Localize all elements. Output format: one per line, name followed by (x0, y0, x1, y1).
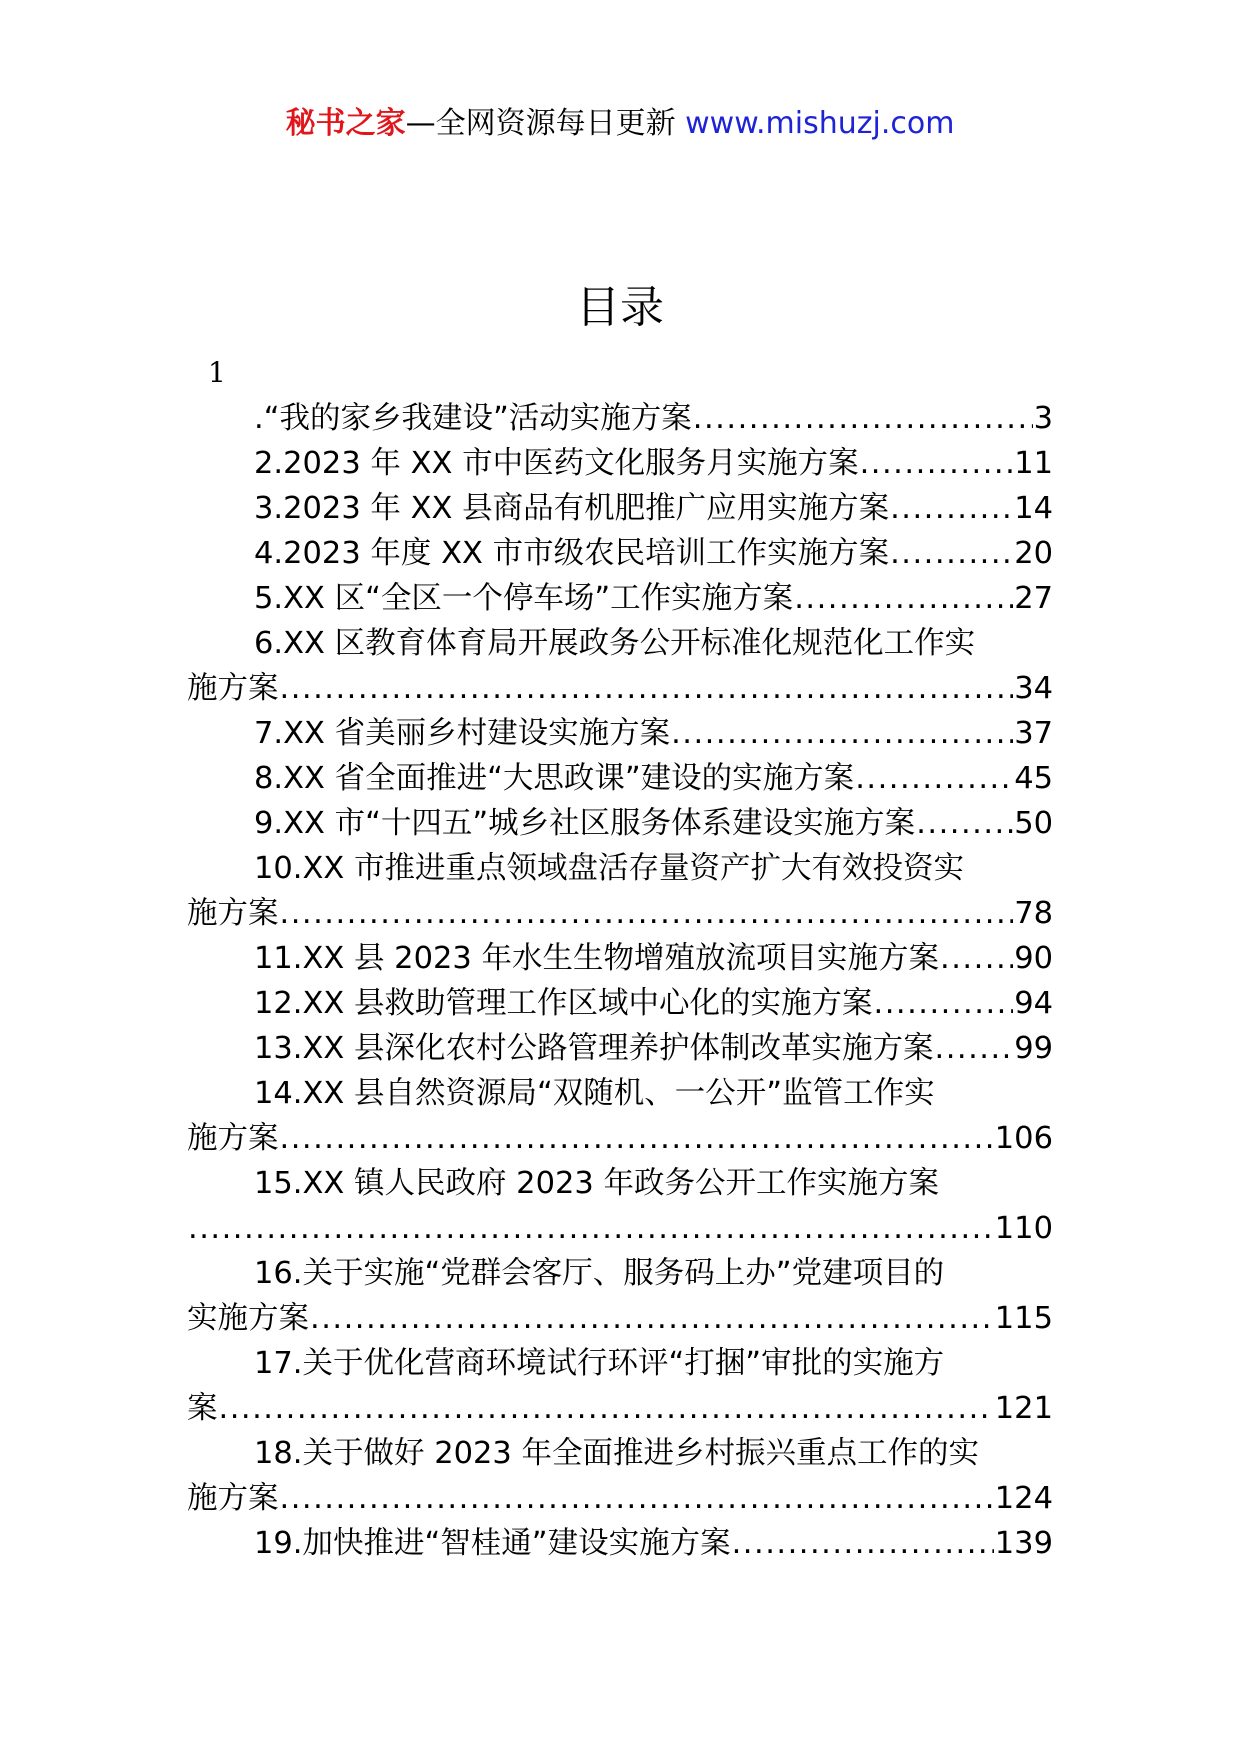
dot-leader (219, 1386, 994, 1431)
dot-leader (732, 1521, 994, 1566)
toc-entry[interactable] (187, 801, 1053, 846)
dot-leader (860, 441, 1014, 486)
toc-entry-title: 11.XX 县 2023 年水生生物增殖放流项目实施方案 (254, 941, 939, 976)
dot-leader (693, 396, 1033, 441)
dot-leader (280, 1476, 994, 1521)
toc-entry[interactable] (187, 396, 1053, 441)
toc-page-number: 110 (994, 1211, 1053, 1246)
toc-entry[interactable] (187, 1431, 1053, 1476)
toc-entry[interactable] (187, 846, 1053, 891)
toc-page-number: 14 (1014, 491, 1053, 526)
toc-page-number: 27 (1014, 581, 1053, 616)
toc-entry-title: 12.XX 县救助管理工作区域中心化的实施方案 (254, 986, 873, 1021)
toc-page-number: 124 (994, 1481, 1053, 1516)
toc-entry-title: 9.XX 市“十四五”城乡社区服务体系建设实施方案 (254, 806, 916, 841)
toc-entry-title-cont: 施方案 (187, 1121, 279, 1156)
dot-leader (890, 486, 1013, 531)
toc-entry-title: 5.XX 区“全区一个停车场”工作实施方案 (254, 581, 794, 616)
toc-entry-title-cont: 施方案 (187, 1481, 279, 1516)
toc-page-number: 3 (1033, 401, 1053, 436)
toc-entry-continuation[interactable] (187, 666, 1053, 711)
toc-page-number: 34 (1014, 671, 1053, 706)
toc-page-number: 45 (1014, 761, 1053, 796)
toc-entry-title: 7.XX 省美丽乡村建设实施方案 (254, 716, 671, 751)
toc-entry-title: 8.XX 省全面推进“大思政课”建设的实施方案 (254, 761, 855, 796)
toc-page-number: 115 (994, 1301, 1053, 1336)
toc-entry-title: 19.加快推进“智桂通”建设实施方案 (254, 1526, 731, 1561)
toc-entry-title: .“我的家乡我建设”活动实施方案 (254, 401, 692, 436)
toc-page-number: 20 (1014, 536, 1053, 571)
toc-page-number: 37 (1014, 716, 1053, 751)
toc-entry[interactable] (187, 1251, 1053, 1296)
site-link[interactable]: www.mishuzj.com (685, 106, 955, 141)
site-header (0, 104, 1240, 144)
toc-entry[interactable] (187, 441, 1053, 486)
toc-entry-continuation[interactable] (187, 1476, 1053, 1521)
dot-leader (794, 576, 1013, 621)
toc-entry[interactable] (187, 531, 1053, 576)
table-of-contents (187, 396, 1053, 1566)
dot-leader (280, 891, 1014, 936)
toc-entry-title: 13.XX 县深化农村公路管理养护体制改革实施方案 (254, 1031, 934, 1066)
header-tagline: —全网资源每日更新 (405, 106, 686, 141)
dot-leader (855, 756, 1013, 801)
dot-leader (916, 801, 1013, 846)
dot-leader (188, 1206, 994, 1251)
toc-entry[interactable] (187, 1521, 1053, 1566)
toc-entry-title: 3.2023 年 XX 县商品有机肥推广应用实施方案 (254, 491, 890, 526)
toc-entry[interactable] (187, 621, 1053, 666)
dot-leader (280, 1116, 994, 1161)
toc-entry[interactable] (187, 981, 1053, 1026)
toc-entry-title-cont: 施方案 (187, 896, 279, 931)
brand-name: 秘书之家 (285, 106, 406, 141)
stray-number: 1 (208, 356, 226, 389)
toc-entry-title: 16.关于实施“党群会客厅、服务码上办”党建项目的 (254, 1256, 945, 1291)
toc-entry-title: 15.XX 镇人民政府 2023 年政务公开工作实施方案 (254, 1166, 939, 1201)
toc-page-number: 11 (1014, 446, 1053, 481)
toc-page-number: 78 (1014, 896, 1053, 931)
toc-page-number: 50 (1014, 806, 1053, 841)
toc-page-number: 90 (1014, 941, 1053, 976)
toc-entry-title: 17.关于优化营商环境试行环评“打捆”审批的实施方 (254, 1346, 945, 1381)
toc-entry[interactable] (187, 1026, 1053, 1071)
toc-entry-title: 4.2023 年度 XX 市市级农民培训工作实施方案 (254, 536, 890, 571)
toc-entry[interactable] (187, 1161, 1053, 1206)
toc-entry-title: 18.关于做好 2023 年全面推进乡村振兴重点工作的实 (254, 1436, 980, 1471)
dot-leader (935, 1026, 1014, 1071)
toc-entry-title: 10.XX 市推进重点领域盘活存量资产扩大有效投资实 (254, 851, 964, 886)
dot-leader (940, 936, 1013, 981)
toc-entry-title: 2.2023 年 XX 市中医药文化服务月实施方案 (254, 446, 859, 481)
toc-page-number: 94 (1014, 986, 1053, 1021)
toc-entry-continuation[interactable] (187, 1116, 1053, 1161)
toc-entry-continuation[interactable] (187, 1386, 1053, 1431)
toc-entry[interactable] (187, 936, 1053, 981)
toc-entry-continuation[interactable] (187, 1296, 1053, 1341)
toc-entry-continuation[interactable] (187, 1206, 1053, 1251)
toc-entry-title: 6.XX 区教育体育局开展政务公开标准化规范化工作实 (254, 626, 976, 661)
toc-entry[interactable] (187, 576, 1053, 621)
toc-page-number: 139 (994, 1526, 1053, 1561)
toc-entry-title-cont: 施方案 (187, 671, 279, 706)
toc-entry-continuation[interactable] (187, 891, 1053, 936)
toc-entry[interactable] (187, 1341, 1053, 1386)
toc-page-number: 106 (994, 1121, 1053, 1156)
toc-entry-title-cont: 案 (187, 1391, 218, 1426)
dot-leader (874, 981, 1014, 1026)
page-title: 目录 (576, 282, 664, 333)
toc-entry[interactable] (187, 756, 1053, 801)
toc-entry-title-cont: 实施方案 (187, 1301, 309, 1336)
toc-entry[interactable] (187, 711, 1053, 756)
dot-leader (280, 666, 1014, 711)
dot-leader (671, 711, 1013, 756)
toc-entry[interactable] (187, 486, 1053, 531)
dot-leader (890, 531, 1013, 576)
dot-leader (310, 1296, 994, 1341)
toc-page-number: 121 (994, 1391, 1053, 1426)
toc-entry[interactable] (187, 1071, 1053, 1116)
toc-page-number: 99 (1014, 1031, 1053, 1066)
toc-entry-title: 14.XX 县自然资源局“双随机、一公开”监管工作实 (254, 1076, 935, 1111)
